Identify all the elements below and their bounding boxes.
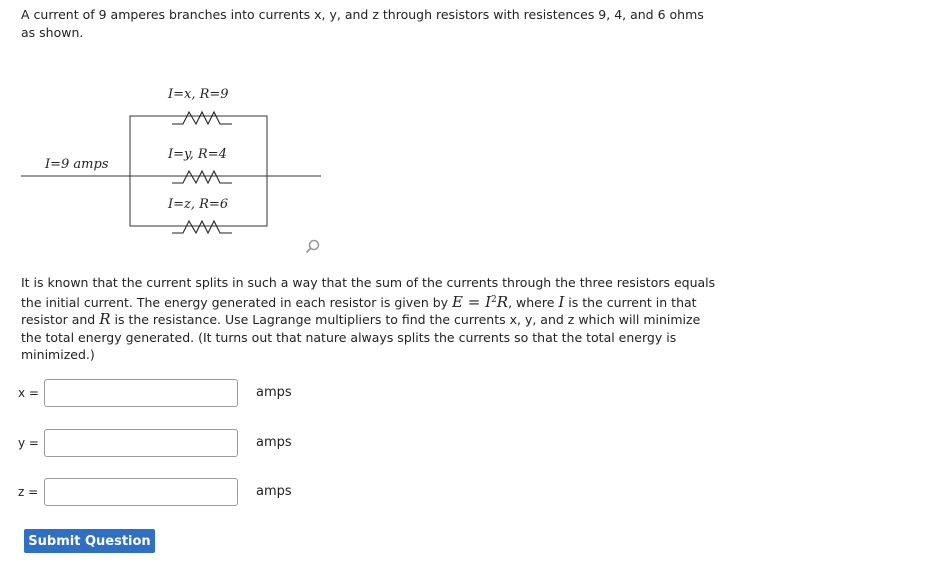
- eq-E: E: [452, 292, 463, 311]
- magnifier-icon[interactable]: [304, 238, 322, 259]
- eq-exponent: 2: [491, 294, 497, 305]
- answer-x-input[interactable]: [44, 379, 238, 407]
- resistor-bot: [172, 221, 232, 233]
- answer-y-label: y =: [18, 436, 39, 450]
- circuit-input-label: I=9 amps: [45, 157, 109, 172]
- answer-y-input[interactable]: [44, 429, 238, 457]
- branch-top-label: I=x, R=9: [168, 87, 229, 102]
- answer-z-label: z =: [18, 485, 39, 499]
- answer-z-unit: amps: [256, 484, 292, 499]
- body-part-3: is the current in that resistor and: [21, 294, 697, 328]
- answer-z-input[interactable]: [44, 478, 238, 506]
- answer-y-unit: amps: [256, 435, 292, 450]
- resistor-top: [172, 112, 232, 124]
- branch-bot-label: I=z, R=6: [168, 197, 229, 212]
- circuit-diagram: [0, 70, 340, 240]
- question-body: [21, 274, 721, 364]
- answer-x-label: x =: [18, 386, 39, 400]
- resistor-mid: [172, 171, 232, 183]
- body-part-4: is the resistance. Use Lagrange multipliers to find the currents x, y, and z which will minimize the total energy generated. (It turns out that nature always splits the currents so that the total energy is minimized.): [21, 312, 701, 363]
- body-part-1: It is known that the current splits in such a way that the sum of the currents through the three resistors equals the initial current. The energy generated in each resistor is given by: [21, 275, 716, 310]
- symbol-I: I: [558, 292, 565, 311]
- eq-R: R: [496, 292, 509, 311]
- symbol-R: R: [99, 310, 111, 329]
- question-intro: A current of 9 amperes branches into currents x, y, and z through resistors with resistences 9, 4, and 6 ohms as shown.: [21, 7, 704, 40]
- branch-mid-label: I=y, R=4: [168, 147, 227, 162]
- answer-x-unit: amps: [256, 385, 292, 400]
- eq-equals: =: [462, 292, 486, 311]
- body-part-2: , where: [508, 294, 559, 310]
- eq-I: I: [485, 292, 492, 311]
- submit-question-button[interactable]: Submit Question: [24, 529, 155, 553]
